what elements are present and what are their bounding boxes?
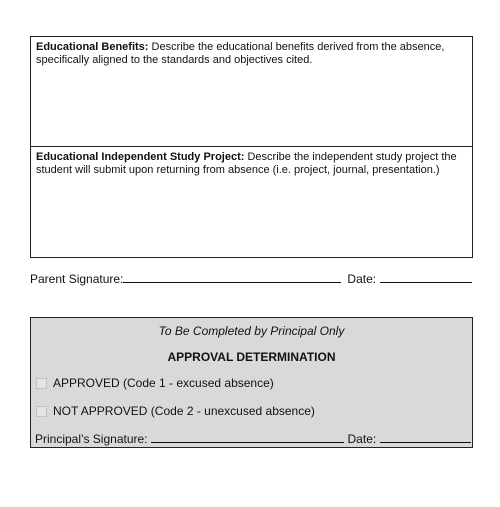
not-approved-checkbox[interactable] [36, 406, 47, 417]
approval-determination-title: APPROVAL DETERMINATION [167, 350, 336, 364]
not-approved-option[interactable] [36, 404, 315, 418]
educational-benefits-text: Describe the educational benefits derived from the absence, specifically aligned to the standards and objectives cited. [36, 41, 445, 66]
independent-study-prompt [31, 147, 472, 177]
principal-signature-label: Principal’s Signature: [35, 432, 148, 446]
parent-date-field[interactable] [380, 271, 472, 283]
educational-benefits-prompt [31, 37, 472, 67]
independent-study-heading: Educational Independent Study Project: [36, 151, 245, 163]
principal-only-note: To Be Completed by Principal Only [158, 324, 345, 338]
principal-signature-field[interactable] [151, 431, 344, 443]
principal-date-label: Date: [347, 432, 377, 446]
independent-study-text: Describe the independent study project the student will submit upon returning from absence (i.e. project, journal, presentation.) [36, 151, 457, 176]
not-approved-label: NOT APPROVED (Code 2 - unexcused absence) [53, 404, 315, 418]
educational-benefits-heading: Educational Benefits: [36, 41, 149, 53]
independent-study-box[interactable] [30, 147, 473, 258]
principal-signature-row [35, 431, 471, 446]
educational-benefits-box[interactable] [30, 36, 473, 147]
principal-section [30, 317, 473, 448]
approved-checkbox[interactable] [36, 378, 47, 389]
parent-signature-row [30, 271, 472, 286]
approved-label: APPROVED (Code 1 - excused absence) [53, 376, 274, 390]
parent-signature-field[interactable] [123, 271, 341, 283]
parent-date-label: Date: [347, 272, 377, 286]
approved-option[interactable] [36, 376, 274, 390]
principal-date-field[interactable] [380, 431, 471, 443]
parent-signature-label: Parent Signature: [30, 272, 124, 286]
